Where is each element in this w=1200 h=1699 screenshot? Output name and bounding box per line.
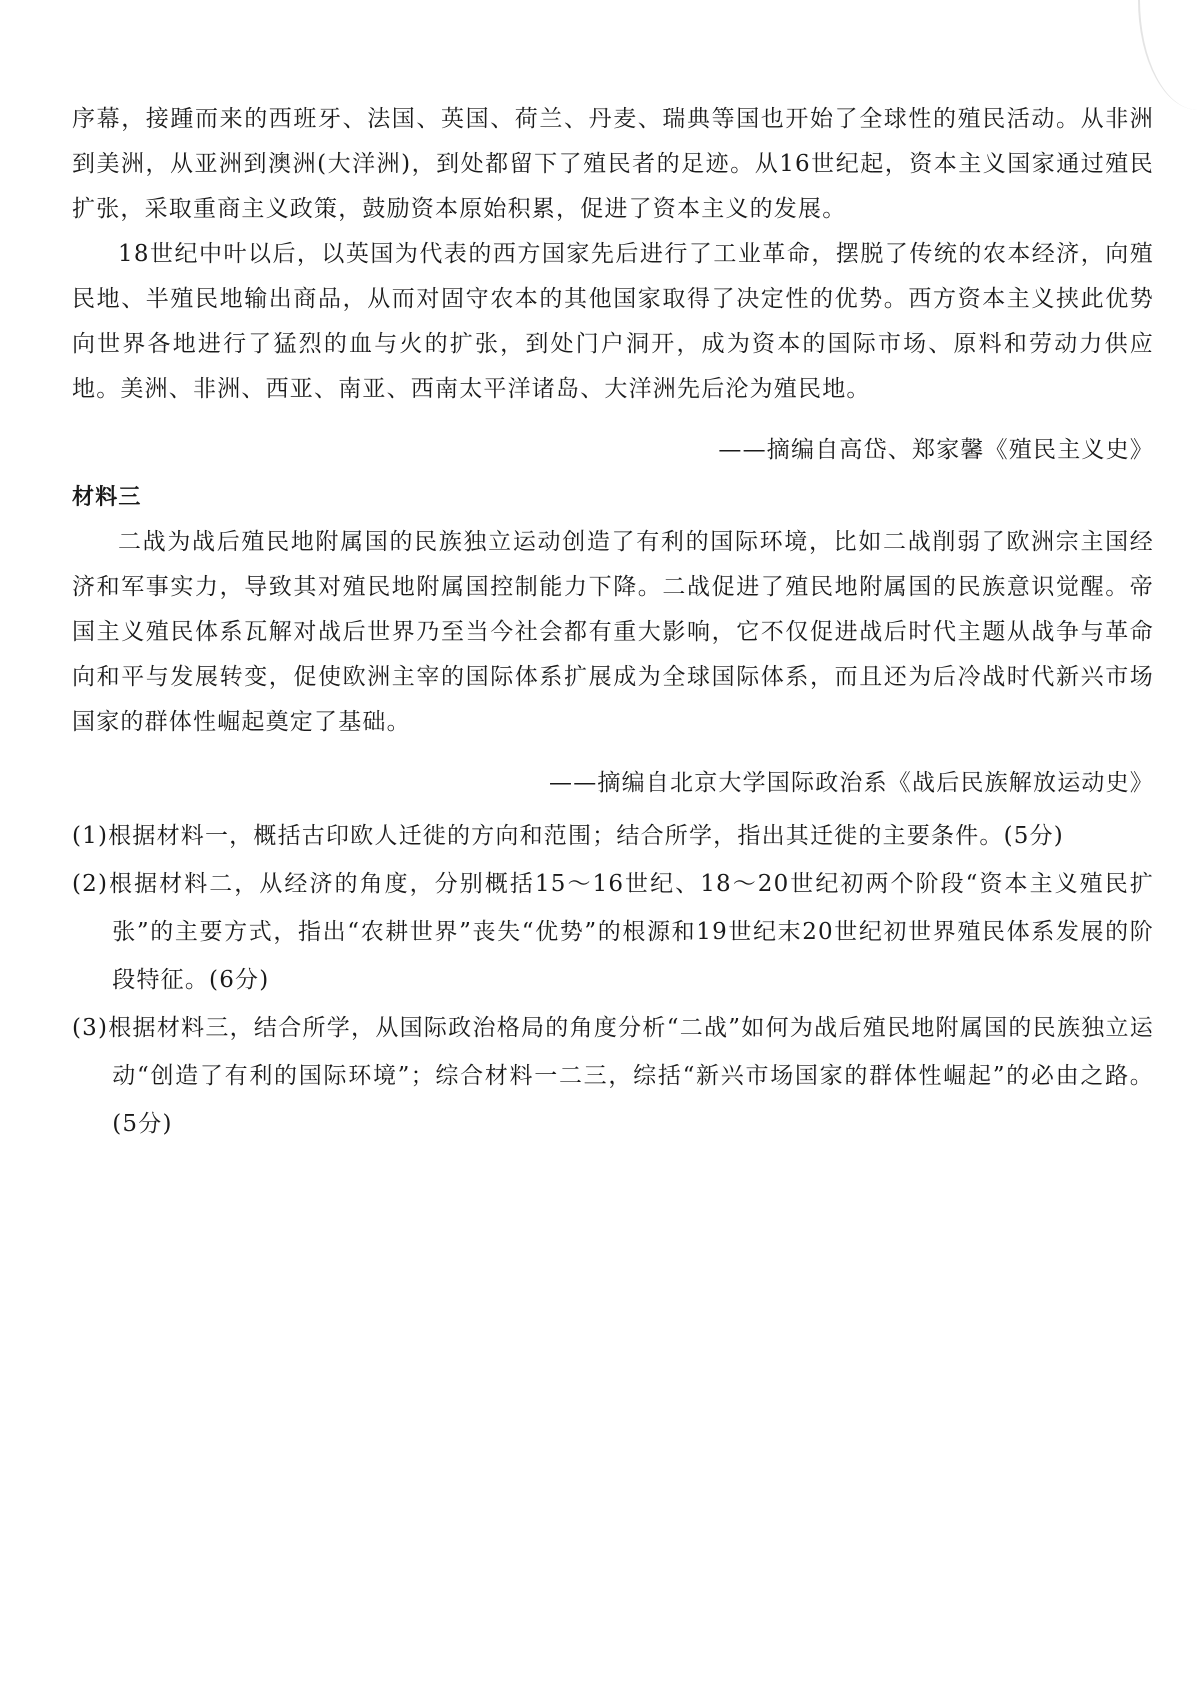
material-two-paragraph-1: 序幕，接踵而来的西班牙、法国、英国、荷兰、丹麦、瑞典等国也开始了全球性的殖民活动。从非洲到美洲，从亚洲到澳洲(大洋洲)，到处都留下了殖民者的足迹。从16世纪起，资本主义国家通过殖民扩张，采取重商主义政策，鼓励资本原始积累，促进了资本主义的发展。	[72, 106, 1154, 222]
material-two-paragraph-2: 18世纪中叶以后，以英国为代表的西方国家先后进行了工业革命，摆脱了传统的农本经济，向殖民地、半殖民地输出商品，从而对固守农本的其他国家取得了决定性的优势。西方资本主义挟此优势向世界各地进行了猛烈的血与火的扩张，到处门户洞开，成为资本的国际市场、原料和劳动力供应地。美洲、非洲、西亚、南亚、西南太平洋诸岛、大洋洲先后沦为殖民地。	[72, 241, 1154, 402]
material-two-section	[72, 97, 1154, 473]
question-3: (3)根据材料三，结合所学，从国际政治格局的角度分析“二战”如何为战后殖民地附属国的民族独立运动“创造了有利的国际环境”；综合材料一二三，综括“新兴市场国家的群体性崛起”的必由之路。(5分)	[72, 1015, 1154, 1137]
material-three-source: ——摘编自北京大学国际政治系《战后民族解放运动史》	[549, 770, 1154, 796]
question-2: (2)根据材料二，从经济的角度，分别概括15～16世纪、18～20世纪初两个阶段“资本主义殖民扩张”的主要方式，指出“农耕世界”丧失“优势”的根源和19世纪末20世纪初世界殖民体系发展的阶段特征。(6分)	[72, 871, 1154, 993]
questions-section	[72, 806, 1154, 1148]
page-corner-curl	[1138, 0, 1200, 110]
material-three-paragraph: 二战为战后殖民地附属国的民族独立运动创造了有利的国际环境，比如二战削弱了欧洲宗主国经济和军事实力，导致其对殖民地附属国控制能力下降。二战促进了殖民地附属国的民族意识觉醒。帝国主义殖民体系瓦解对战后世界乃至当今社会都有重大影响，它不仅促进战后时代主题从战争与革命向和平与发展转变，促使欧洲主宰的国际体系扩展成为全球国际体系，而且还为后冷战时代新兴市场国家的群体性崛起奠定了基础。	[72, 529, 1154, 735]
material-two-source: ——摘编自高岱、郑家馨《殖民主义史》	[718, 437, 1154, 463]
material-three-section	[72, 473, 1154, 806]
question-1: (1)根据材料一，概括古印欧人迁徙的方向和范围；结合所学，指出其迁徙的主要条件。(5分)	[72, 823, 1064, 849]
page-content	[72, 97, 1154, 1148]
material-three-heading: 材料三	[72, 485, 142, 510]
